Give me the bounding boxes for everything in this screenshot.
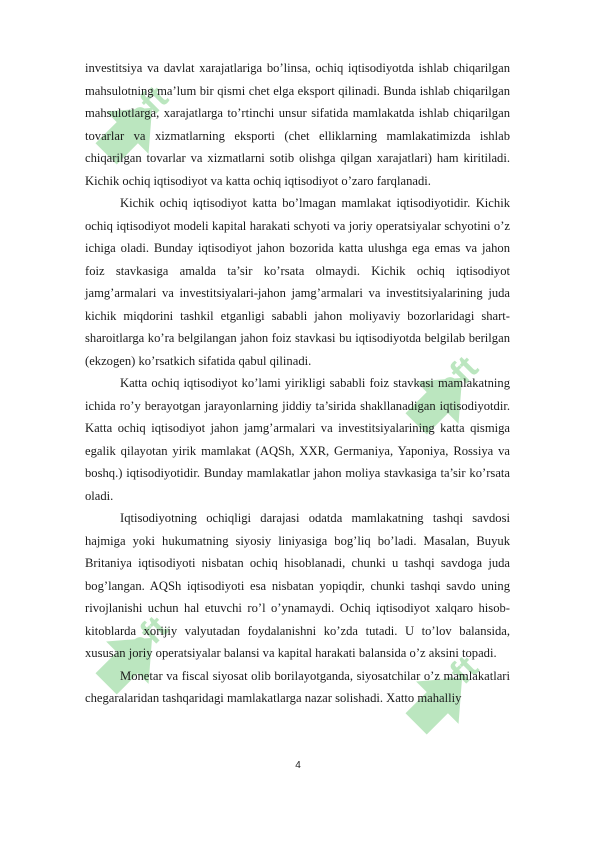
svg-text:oft: oft — [118, 78, 176, 137]
paragraph: Iqtisodiyotning ochiqligi darajasi odatda mamlakatning tashqi savdosi hajmiga yoki hukumatning siyosiy liniyasiga bog’liq bo’ladi. Masalan, Buyuk Britaniya iqtisodiyoti nisbatan ochiq hisoblanadi, chunki u tashqi savdoga juda bog’langan. AQSh iqtisodiyoti esa nisbatan yopiqdir, chunki tashqi savdo uning rivojlanishi uchun hal etuvchi ro’l o’ynamaydi. Ochiq iqtisodiyot xalqaro hisob-kitoblarda xorijiy valyutadan foydalanishni ko’zda tutadi. U to’lov balansida, xususan joriy operatsiyalar balansi va kapital harakati balansida o’z aksini topadi. — [85, 511, 510, 660]
paragraph: Monetar va fiscal siyosat olib borilayotganda, siyosatchilar o’z mamlakatlari chegaralaridan tashqaridagi mamlakatlarga nazar solishadi. Xatto mahalliy — [85, 668, 510, 705]
page-number: 4 — [295, 760, 301, 771]
svg-text:oft: oft — [428, 348, 486, 407]
svg-text:oft: oft — [118, 608, 176, 667]
paragraph: Kichik ochiq iqtisodiyot katta bo’lmagan mamlakat iqtisodiyotidir. Kichik ochiq iqtisodiyot modeli kapital harakati schyoti va joriy operatsiyalar schyotini o’z ichiga oladi. Bunday iqtisodiyot jahon bozorida katta ulushga ega emas va jahon foiz stavkasiga amalda ta’sir ko’rsata olmaydi. Kichik ochiq iqtisodiyot jamg’armalari va investitsiyalari-jahon jamg’armalari va investitsiyalarining juda kichik miqdorini tashkil etganligi sababli jahon moliyaviy bozorlaridagi shart- sharoitlarga ko’ra belgilangan jahon foiz stavkasi bu iqtisodiyotda belgilab berilgan (ekzogen) ko’rsatkich sifatida qabul qilinadi. — [85, 196, 510, 368]
paragraph: Katta ochiq iqtisodiyot ko’lami yirikligi sababli foiz stavkasi mamlakatning ichida ro’y berayotgan jarayonlarning jiddiy ta’sirida shakllanadigan iqtisodiyotdir. Katta ochiq iqtisodiyot jahon jamg’armalari va investitsiyalarining katta qismiga egalik qilayotan yirik mamlakat (AQSh, XXR, Germaniya, Yaponiya, Rossiya va boshq.) iqtisodiyotidir. Bunday mamlakatlar jahon moliya stavkasiga ta’sir ko’rsata oladi. — [85, 376, 510, 503]
svg-text:oft: oft — [428, 648, 486, 707]
body-text — [85, 57, 510, 710]
paragraph: investitsiya va davlat xarajatlariga bo’linsa, ochiq iqtisodiyotda ishlab chiqarilgan mahsulotning ma’lum bir qismi chet elga eksport qilinadi. Bunda ishlab chiqarilgan mahsulotlarga, xarajatlarga to’rtinchi unsur sifatida mamlakatda ishlab chiqarilgan tovarlar va xizmatlarning eksporti (chet elliklarning mamlakatimizda ishlab chiqarilgan tovarlar va xizmatlarni sotib olishga qilgan xarajatlari) ham kiritiladi. Kichik ochiq iqtisodiyot va katta ochiq iqtisodiyot o’zaro farqlanadi. — [85, 61, 510, 188]
